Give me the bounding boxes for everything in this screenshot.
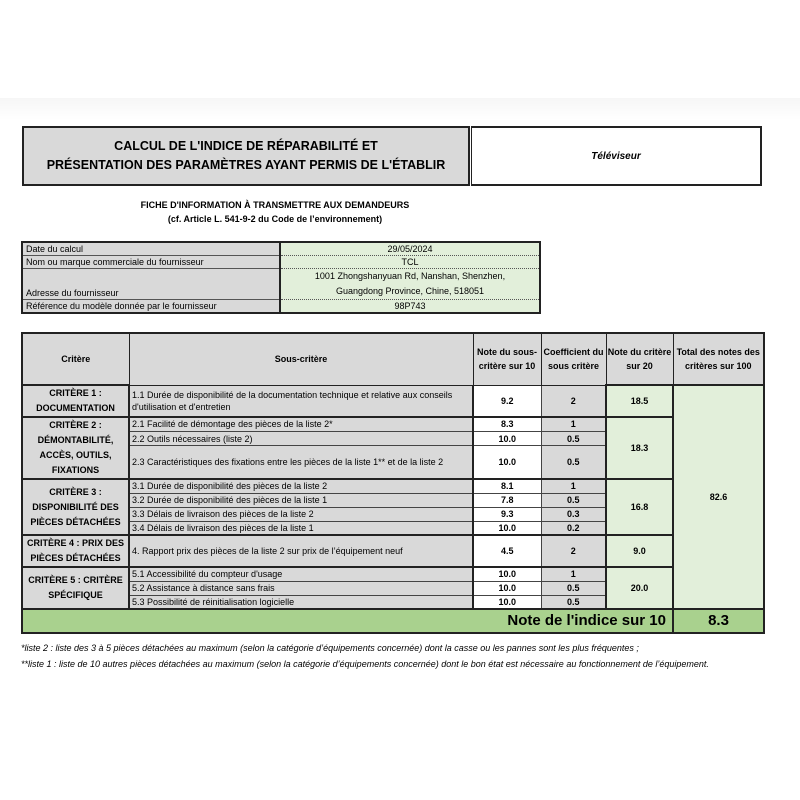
sub-criterion-coef: 0.5 [541, 431, 606, 445]
sub-criterion-coef: 2 [541, 385, 606, 417]
sub-criterion-label: 5.2 Assistance à distance sans frais [129, 581, 473, 595]
product-category: Téléviseur [471, 126, 762, 186]
header-sous-critere: Sous-critère [129, 333, 473, 385]
criterion-label: CRITÈRE 1 : DOCUMENTATION [22, 385, 129, 417]
sub-criterion-coef: 2 [541, 535, 606, 567]
sub-criterion-label: 5.1 Accessibilité du compteur d'usage [129, 567, 473, 581]
criterion-score: 20.0 [606, 567, 673, 609]
sub-criterion-coef: 0.5 [541, 581, 606, 595]
sub-criterion-note: 4.5 [473, 535, 541, 567]
sub-criterion-coef: 1 [541, 567, 606, 581]
sub-criterion-coef: 1 [541, 479, 606, 493]
table-row [22, 417, 764, 431]
sub-criterion-note: 10.0 [473, 567, 541, 581]
document-title [22, 126, 470, 186]
sub-criterion-note: 9.3 [473, 507, 541, 521]
sub-criterion-coef: 0.5 [541, 493, 606, 507]
sub-criterion-coef: 0.2 [541, 521, 606, 535]
criterion-label: CRITÈRE 2 : DÉMONTABILITÉ, ACCÈS, OUTILS, FIXATIONS [22, 417, 129, 479]
address-line-1: 1001 Zhongshanyuan Rd, Nanshan, Shenzhen, [314, 271, 506, 281]
final-score-row [22, 609, 764, 633]
sub-criterion-note: 9.2 [473, 385, 541, 417]
title-line-2: PRÉSENTATION DES PARAMÈTRES AYANT PERMIS DE L'ÉTABLIR [46, 158, 446, 172]
info-row-model [22, 300, 540, 314]
sub-criterion-label: 5.3 Possibilité de réinitialisation logicielle [129, 595, 473, 609]
header-total: Total des notes des critères sur 100 [673, 333, 764, 385]
header-critere: Critère [22, 333, 129, 385]
table-row [22, 385, 764, 417]
supplier-info-table [21, 241, 541, 314]
info-row-date [22, 242, 540, 256]
info-row-brand [22, 256, 540, 269]
info-label: Date du calcul [22, 242, 280, 256]
table-row [22, 567, 764, 581]
sub-criterion-coef: 1 [541, 417, 606, 431]
sub-criterion-label: 2.3 Caractéristiques des fixations entre les pièces de la liste 1** et de la liste 2 [129, 446, 473, 479]
info-label: Nom ou marque commerciale du fournisseur [22, 256, 280, 269]
header-coefficient: Coefficient du sous critère [541, 333, 606, 385]
sub-criterion-label: 2.1 Facilité de démontage des pièces de la liste 2* [129, 417, 473, 431]
total-score-100: 82.6 [673, 385, 764, 609]
repairability-table [21, 332, 765, 634]
page-shadow [0, 98, 800, 120]
criterion-score: 16.8 [606, 479, 673, 535]
final-score-label: Note de l'indice sur 10 [22, 609, 673, 633]
info-value: 29/05/2024 [280, 242, 540, 256]
address-line-2: Guangdong Province, Chine, 518051 [335, 286, 485, 296]
criterion-score: 18.5 [606, 385, 673, 417]
subtitle-line-1: FICHE D'INFORMATION À TRANSMETTRE AUX DEMANDEURS [140, 200, 410, 210]
sub-criterion-note: 10.0 [473, 521, 541, 535]
header-note-critere: Note du critère sur 20 [606, 333, 673, 385]
sub-criterion-note: 7.8 [473, 493, 541, 507]
sub-criterion-coef: 0.3 [541, 507, 606, 521]
criterion-label: CRITÈRE 4 : PRIX DES PIÈCES DÉTACHÉES [22, 535, 129, 567]
sub-criterion-coef: 0.5 [541, 446, 606, 479]
info-value: TCL [280, 256, 540, 269]
header-note-sous-critere: Note du sous-critère sur 10 [473, 333, 541, 385]
sub-criterion-label: 2.2 Outils nécessaires (liste 2) [129, 431, 473, 445]
table-row [22, 479, 764, 493]
sub-criterion-label: 4. Rapport prix des pièces de la liste 2 sur prix de l’équipement neuf [129, 535, 473, 567]
criterion-label: CRITÈRE 5 : CRITÈRE SPÉCIFIQUE [22, 567, 129, 609]
footnotes [21, 640, 781, 672]
title-line-1: CALCUL DE L'INDICE DE RÉPARABILITÉ ET [114, 139, 378, 153]
sub-criterion-label: 3.2 Durée de disponibilité des pièces de la liste 1 [129, 493, 473, 507]
info-label: Référence du modèle donnée par le fournisseur [22, 300, 280, 314]
info-value: 98P743 [280, 300, 540, 314]
subtitle-line-2: (cf. Article L. 541-9-2 du Code de l’environnement) [167, 214, 383, 224]
sub-criterion-label: 3.4 Délais de livraison des pièces de la liste 1 [129, 521, 473, 535]
table-header-row [22, 333, 764, 385]
info-label: Adresse du fournisseur [22, 269, 280, 300]
sub-criterion-note: 10.0 [473, 595, 541, 609]
sub-criterion-label: 1.1 Durée de disponibilité de la documentation technique et relative aux conseils d'utilisation et d'entretien [129, 385, 473, 417]
subtitle [110, 198, 440, 226]
criterion-score: 18.3 [606, 417, 673, 479]
sub-criterion-note: 10.0 [473, 446, 541, 479]
sub-criterion-label: 3.3 Délais de livraison des pièces de la liste 2 [129, 507, 473, 521]
final-score-value: 8.3 [673, 609, 764, 633]
criterion-label: CRITÈRE 3 : DISPONIBILITÉ DES PIÈCES DÉTACHÉES [22, 479, 129, 535]
sub-criterion-note: 8.3 [473, 417, 541, 431]
info-value [280, 269, 540, 300]
sub-criterion-note: 10.0 [473, 581, 541, 595]
footnote-liste-1: **liste 1 : liste de 10 autres pièces détachées au maximum (selon la catégorie d’équipements concernée) dont le bon état est nécessaire au fonctionnement de l’équipement. [21, 659, 709, 669]
sub-criterion-note: 10.0 [473, 431, 541, 445]
info-row-address [22, 269, 540, 300]
footnote-liste-2: *liste 2 : liste des 3 à 5 pièces détachées au maximum (selon la catégorie d’équipements concernée) dont la casse ou les pannes sont les plus fréquentes ; [21, 643, 639, 653]
criterion-score: 9.0 [606, 535, 673, 567]
table-row [22, 535, 764, 567]
sub-criterion-note: 8.1 [473, 479, 541, 493]
sub-criterion-coef: 0.5 [541, 595, 606, 609]
sub-criterion-label: 3.1 Durée de disponibilité des pièces de la liste 2 [129, 479, 473, 493]
